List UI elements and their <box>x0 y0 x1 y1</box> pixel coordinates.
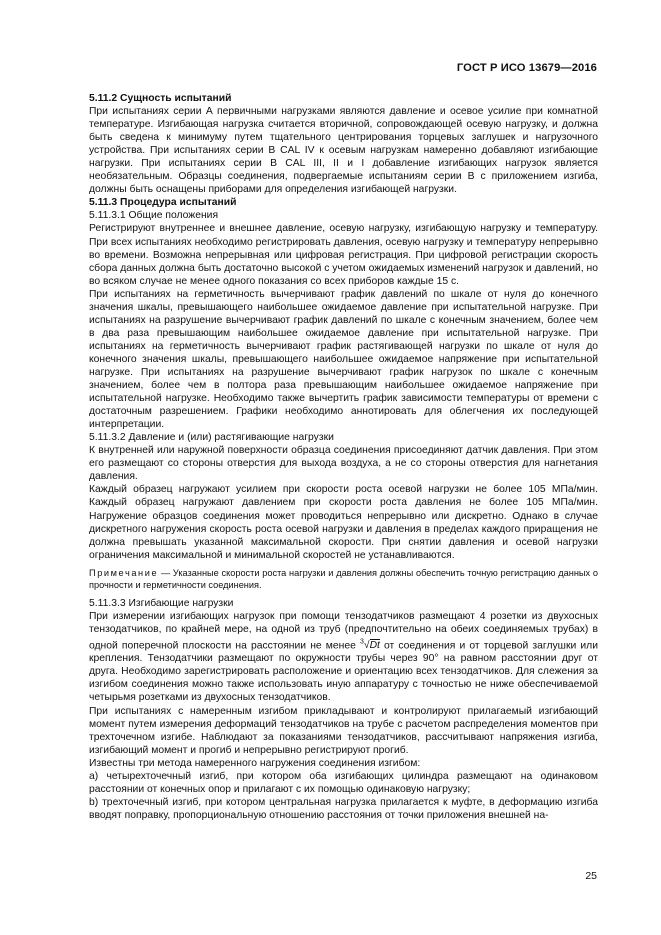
list-item: a) четырехточечный изгиб, при котором оба изгибающих цилиндра размещают на одинаковом расстоянии от конечных опор и прилагают с их помощью одинаковую нагрузку; <box>89 770 598 795</box>
paragraph: При испытаниях серии А первичными нагрузками являются давление и осевое усилие при комнатной температуре. Изгибающая нагрузка считается вторичной, сопровождающей осевую нагрузку, и должна быть сведена к минимуму путем тщательного центрирования торцевых заглушек и нагрузочного устройства. При испытаниях серии В CAL IV к осевым нагрузкам намеренно добавляют изгибающие нагрузки. При испытаниях серии В CAL III, II и I добавление изгибающих нагрузок является необязательным. Образцы соединения, подвергаемые испытаниям серии В с приложением изгиба, должны быть оснащены приборами для определения изгибающей нагрузки. <box>89 106 598 196</box>
paragraph: Регистрируют внутреннее и внешнее давление, осевую нагрузку, изгибающую нагрузку и температуру. При всех испытаниях необходимо регистрировать давления, осевую нагрузку и температуру непрерывно во времени. Возможна непрерывная или цифровая регистрация. При цифровой регистрации скорость сбора данных должна быть достаточно высокой с учетом ожидаемых изменений нагрузок и давлений, но во всяком случае не менее одного показания со всех приборов каждые 15 с. <box>89 223 598 287</box>
paragraph: К внутренней или наружной поверхности образца соединения присоединяют датчик давления. При этом его размещают со стороны отверстия для выхода воздуха, а не со стороны отверстия для нагнетания давления. <box>89 445 598 483</box>
paragraph-text: от соединения и от торцевой заглушки или крепления. Тензодатчики размещают по окружности трубы через 90° на равном расстоянии друг от друга. Необходимо зарегистрировать расположение и ориентацию всех тензодатчиков. Для слежения за изгибом соединения можно также использовать иную аппаратуру с точностью не ниже обеспечиваемой четырьмя розетками из двухосных тензодатчиков. <box>89 640 598 704</box>
root-radicand: Dt <box>369 640 380 652</box>
note <box>89 567 598 591</box>
section-heading-5-11-3: 5.11.3 Процедура испытаний <box>89 197 237 209</box>
note-label: Примечание <box>89 567 159 578</box>
root-formula <box>360 640 380 651</box>
paragraph: Известны три метода намеренного нагружения соединения изгибом: <box>89 757 421 769</box>
paragraph-text: При измерении изгибающих нагрузок при помощи тензодатчиков размещают 4 розетки из двухосных тензодатчиков, по крайней мере, на одной из труб (предпочтительно на обеих соединяемых трубах) в одной поперечной плоскости на расстоянии не менее <box>89 610 598 652</box>
list-item: b) трехточечный изгиб, при котором центральная нагрузка прилагается к муфте, в деформацию изгиба вводят поправку, пропорциональную отношению расстояния от точки приложения внешней на- <box>89 796 598 821</box>
section-heading-5-11-2: 5.11.2 Сущность испытаний <box>89 93 232 104</box>
subsection-heading-5-11-3-3: 5.11.3.3 Изгибающие нагрузки <box>89 597 234 609</box>
radical-sign: √ <box>363 640 370 652</box>
paragraph <box>89 610 598 705</box>
paragraph: При испытаниях на герметичность вычерчивают график давлений по шкале от нуля до конечного значения шкалы, превышающего наибольшее ожидаемое давление при испытательной нагрузке. При испытаниях на разрушение вычерчивают график давлений по шкале с конечным значением, более чем в два раза превышающим наибольшее ожидаемое давление при испытательной нагрузке. При испытаниях на герметичность вычерчивают график растягивающей нагрузки по шкале от нуля до конечного значения шкалы, превышающего наибольшее ожидаемое напряжение при испытательной нагрузке. При испытаниях на разрушение вычерчивают график нагрузок по шкале с конечным значением, более чем в полтора раза превышающим наибольшее ожидаемое напряжение при испытательной нагрузке. Необходимо также вычертить график зависимости температуры от времени с достаточным разрешением. Графики необходимо аннотировать для облегчения их последующей интерпретации. <box>89 288 598 431</box>
page-number: 25 <box>585 870 597 882</box>
document-header: ГОСТ Р ИСО 13679—2016 <box>456 62 597 74</box>
note-text: — Указанные скорости роста нагрузки и давления должны обеспечить точную регистрацию данных о прочности и герметичности соединения. <box>89 567 598 590</box>
paragraph: При испытаниях с намеренным изгибом прикладывают и контролируют прилагаемый изгибающий момент путем измерения деформаций тензодатчиков на трубе с расчетом распределения моментов при трехточечном изгибе. Наблюдают за показаниями тензодатчиков, рассчитывают напряжения изгиба, изгибающий момент и прогиб и непрерывно регистрируют прогиб. <box>89 705 598 756</box>
subsection-heading-5-11-3-2: 5.11.3.2 Давление и (или) растягивающие нагрузки <box>89 432 334 444</box>
root-index: 3 <box>359 638 364 646</box>
subsection-heading-5-11-3-1: 5.11.3.1 Общие положения <box>89 210 219 222</box>
paragraph: Каждый образец нагружают усилием при скорости роста осевой нагрузки не более 105 МПа/мин. Каждый образец нагружают давлением при скорости роста давления не более 105 МПа/мин. Нагружение образцов соединения может проводиться непрерывно или дискретно. Однако в случае дискретного нагружения скорость роста осевой нагрузки и давления в пределах каждого приращения не должна превышать указанной максимальной скорости. При снятии давления и осевой нагрузки ограничения максимальной и минимальной скоростей не устанавливаются. <box>89 484 598 561</box>
document-body <box>89 92 598 822</box>
